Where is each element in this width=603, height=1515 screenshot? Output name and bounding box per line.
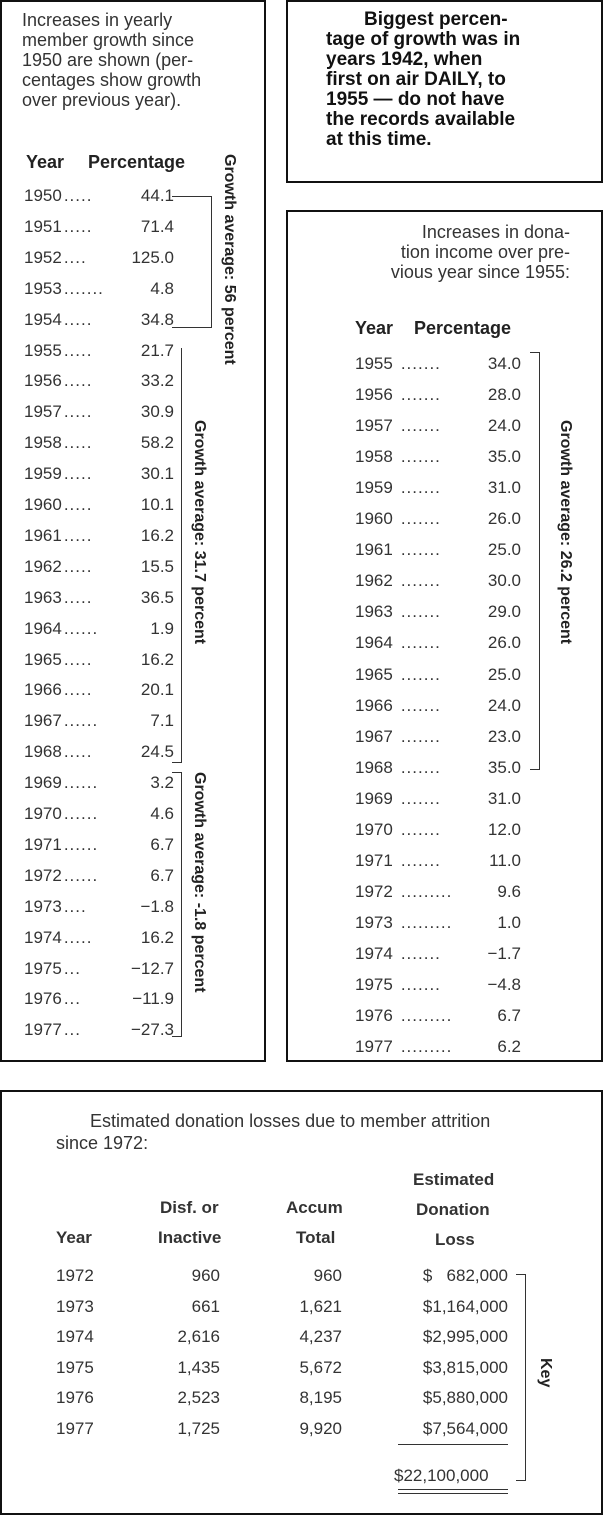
donation-row [355, 447, 521, 467]
donation-intro-line: vious year since 1955: [390, 262, 570, 282]
row-value: 44.1 [140, 186, 174, 205]
row-value: 15.5 [140, 556, 174, 576]
row-leader-dots: ....... [400, 633, 441, 653]
row-leader-dots: ... [63, 989, 81, 1009]
donation-row [355, 354, 521, 374]
row-leader-dots: ..... [63, 371, 93, 391]
row-value: 4.6 [150, 804, 174, 823]
row-year: 1954 [24, 309, 62, 329]
row-year: 1953 [24, 278, 62, 298]
row-leader-dots: ....... [400, 478, 441, 498]
row-value: 35.0 [487, 447, 521, 467]
row-value: 9.6 [497, 881, 521, 901]
row-value: 10.1 [140, 495, 174, 514]
row-leader-dots: ..... [63, 649, 93, 669]
losses-year-cell: 1974 [56, 1327, 94, 1346]
row-value: 34.0 [487, 354, 521, 373]
row-value: −1.7 [487, 943, 521, 963]
losses-loss-cell: $3,815,000 [422, 1357, 508, 1377]
row-leader-dots: ....... [400, 447, 441, 467]
row-year: 1969 [24, 773, 62, 793]
row-year: 1967 [24, 711, 62, 731]
membership-row [24, 773, 174, 793]
donation-intro [360, 222, 570, 282]
losses-inactive-cell: 1,725 [177, 1418, 220, 1438]
row-value: 28.0 [487, 385, 521, 405]
row-year: 1965 [24, 649, 62, 669]
row-value: 36.5 [140, 587, 174, 607]
row-year: 1955 [24, 340, 62, 360]
row-leader-dots: ..... [63, 495, 93, 514]
row-year: 1960 [355, 509, 393, 529]
row-value: 6.7 [150, 865, 174, 885]
donation-row [355, 1037, 521, 1057]
row-value: 24.0 [487, 695, 521, 715]
row-leader-dots: ....... [400, 354, 441, 373]
donation-row [355, 478, 521, 498]
donation-row [355, 789, 521, 809]
membership-row [24, 464, 174, 484]
donation-bracket [530, 352, 540, 770]
row-year: 1975 [24, 958, 62, 978]
row-year: 1959 [355, 478, 393, 498]
growth-average-56-label: Growth average: 56 percent [221, 154, 238, 365]
row-leader-dots: ...... [63, 711, 99, 731]
row-leader-dots: ..... [63, 402, 93, 422]
row-leader-dots: ....... [400, 416, 441, 436]
membership-row [24, 495, 174, 515]
membership-percentage-header: Percentage [88, 152, 186, 172]
row-year: 1955 [355, 354, 393, 373]
donation-intro-line: Increases in dona- [421, 222, 570, 242]
row-year: 1967 [355, 726, 393, 746]
row-value: 35.0 [487, 757, 521, 777]
losses-inactive-cell: 2,616 [177, 1327, 220, 1346]
row-year: 1964 [355, 633, 393, 653]
membership-row [24, 402, 174, 422]
losses-key-bracket [516, 1274, 526, 1481]
losses-year-header: Year [56, 1228, 92, 1247]
row-leader-dots: ... [63, 958, 81, 978]
row-leader-dots: ....... [400, 788, 441, 808]
row-value: 29.0 [487, 602, 521, 622]
row-leader-dots: ...... [63, 865, 99, 885]
membership-row [24, 279, 174, 299]
losses-year-cell: 1976 [56, 1388, 94, 1407]
membership-row [24, 897, 174, 917]
row-value: 1.0 [497, 912, 521, 932]
callout-line: the records available [326, 109, 516, 130]
membership-row [24, 650, 174, 670]
membership-row [24, 835, 174, 855]
losses-inactive-cell: 1,435 [177, 1357, 220, 1377]
losses-total-cell: 8,195 [299, 1388, 342, 1407]
row-year: 1968 [24, 742, 62, 762]
row-value: 4.8 [150, 278, 174, 298]
donation-row [355, 385, 521, 405]
row-year: 1968 [355, 757, 393, 777]
row-leader-dots: ......... [400, 1006, 453, 1026]
row-year: 1961 [355, 540, 393, 560]
row-leader-dots: ..... [63, 186, 93, 205]
row-value: −4.8 [487, 975, 521, 994]
row-leader-dots: ......... [400, 912, 453, 932]
row-year: 1956 [355, 385, 393, 405]
row-year: 1971 [355, 850, 393, 870]
row-leader-dots: ......... [400, 881, 453, 901]
row-year: 1959 [24, 464, 62, 484]
membership-row [24, 711, 174, 731]
losses-year-cell: 1977 [56, 1418, 94, 1438]
donation-row [355, 727, 521, 747]
row-leader-dots: ..... [63, 525, 93, 545]
row-leader-dots: ...... [63, 834, 99, 854]
row-leader-dots: ...... [63, 773, 99, 793]
row-value: 34.8 [140, 309, 174, 329]
membership-intro-line: member growth since [22, 30, 195, 50]
losses-sum-rule [398, 1444, 508, 1445]
membership-row [24, 186, 174, 206]
row-leader-dots: ..... [63, 216, 93, 236]
row-value: 6.7 [497, 1006, 521, 1026]
losses-inactive-cell: 960 [191, 1266, 220, 1285]
donation-intro-line: tion income over pre- [400, 242, 570, 262]
row-year: 1951 [24, 216, 62, 236]
row-year: 1956 [24, 371, 62, 391]
row-value: 20.1 [140, 680, 174, 700]
losses-total-cell: 9,920 [299, 1418, 342, 1438]
row-value: 30.1 [140, 464, 174, 484]
membership-bracket-3 [172, 772, 182, 1037]
donation-row [355, 758, 521, 778]
row-year: 1969 [355, 788, 393, 808]
membership-row [24, 619, 174, 639]
donation-row [355, 913, 521, 933]
membership-row [24, 371, 174, 391]
membership-row [24, 557, 174, 577]
row-leader-dots: ....... [400, 850, 441, 870]
row-year: 1973 [355, 912, 393, 932]
losses-loss-cell: $ 682,000 [422, 1266, 508, 1285]
row-leader-dots: ..... [63, 309, 93, 329]
row-year: 1970 [24, 804, 62, 823]
row-year: 1974 [24, 927, 62, 947]
row-value: −12.7 [130, 958, 174, 978]
row-value: −11.9 [132, 989, 174, 1009]
donation-row [355, 696, 521, 716]
losses-loss-cell: $1,164,000 [422, 1296, 508, 1316]
row-year: 1952 [24, 247, 62, 267]
losses-intro-line-2: since 1972: [56, 1133, 149, 1153]
losses-donation-header: Donation [416, 1200, 490, 1219]
growth-average-31-7-label: Growth average: 31.7 percent [191, 420, 208, 645]
row-value: −27.3 [130, 1020, 174, 1040]
membership-row [24, 804, 174, 824]
row-leader-dots: .... [63, 247, 87, 267]
donation-percentage-header: Percentage [414, 318, 512, 338]
row-year: 1962 [355, 571, 393, 591]
row-leader-dots: .... [63, 896, 87, 916]
losses-inactive-cell: 2,523 [177, 1388, 220, 1407]
row-leader-dots: ......... [400, 1037, 453, 1057]
row-year: 1976 [24, 989, 62, 1009]
row-year: 1957 [355, 416, 393, 436]
row-value: 26.0 [487, 509, 521, 529]
row-leader-dots: ..... [63, 340, 93, 360]
membership-row [24, 526, 174, 546]
row-year: 1962 [24, 556, 62, 576]
row-year: 1966 [24, 680, 62, 700]
row-year: 1958 [355, 447, 393, 467]
row-value: 30.0 [487, 571, 521, 591]
row-value: 7.1 [150, 711, 174, 731]
donation-row [355, 633, 521, 653]
row-value: 12.0 [487, 819, 521, 839]
row-value: 33.2 [140, 371, 174, 391]
donation-row [355, 509, 521, 529]
donation-row [355, 602, 521, 622]
row-leader-dots: ..... [63, 433, 93, 453]
row-value: 6.7 [150, 834, 174, 854]
membership-bracket-1 [172, 196, 212, 328]
membership-row [24, 989, 174, 1009]
donation-row [355, 882, 521, 902]
losses-total-cell: 5,672 [299, 1357, 342, 1377]
donation-row [355, 1006, 521, 1026]
losses-loss-cell: $5,880,000 [422, 1388, 508, 1407]
membership-row [24, 217, 174, 237]
row-leader-dots: ....... [400, 385, 441, 405]
row-leader-dots: ....... [400, 975, 441, 994]
row-value: 3.2 [150, 773, 174, 793]
row-value: 31.0 [487, 478, 521, 498]
row-year: 1963 [355, 602, 393, 622]
row-year: 1976 [355, 1006, 393, 1026]
row-year: 1973 [24, 896, 62, 916]
row-value: 24.0 [487, 416, 521, 436]
losses-key-label: Key [537, 1358, 554, 1388]
losses-year-cell: 1975 [56, 1357, 94, 1377]
membership-row [24, 959, 174, 979]
row-value: 21.7 [140, 340, 174, 360]
row-leader-dots: ..... [63, 464, 93, 484]
row-leader-dots: ....... [400, 819, 441, 839]
row-year: 1960 [24, 495, 62, 514]
row-year: 1971 [24, 834, 62, 854]
row-year: 1975 [355, 975, 393, 994]
losses-total-cell: 1,621 [299, 1296, 342, 1316]
row-leader-dots: ..... [63, 680, 93, 700]
donation-row [355, 416, 521, 436]
row-year: 1964 [24, 618, 62, 638]
losses-loss-header: Loss [435, 1230, 475, 1249]
row-year: 1958 [24, 433, 62, 453]
row-year: 1963 [24, 587, 62, 607]
row-leader-dots: ....... [400, 571, 441, 591]
row-value: 24.5 [140, 742, 174, 762]
membership-intro-line: 1950 are shown (per- [22, 50, 194, 70]
row-value: 71.4 [140, 216, 174, 236]
row-year: 1965 [355, 664, 393, 684]
row-year: 1977 [355, 1037, 393, 1057]
losses-inactive-header-1: Disf. or [160, 1198, 219, 1217]
row-value: 23.0 [487, 726, 521, 746]
membership-row [24, 742, 174, 762]
row-year: 1974 [355, 943, 393, 963]
losses-double-rule-2 [398, 1493, 508, 1494]
row-leader-dots: ....... [400, 943, 441, 963]
row-value: 16.2 [140, 525, 174, 545]
donation-row [355, 944, 521, 964]
row-value: 11.0 [489, 850, 521, 870]
row-leader-dots: ...... [63, 618, 99, 638]
donation-year-header: Year [355, 318, 394, 338]
callout-line: Biggest percen- [364, 9, 508, 30]
row-year: 1961 [24, 525, 62, 545]
donation-row [355, 851, 521, 871]
membership-row [24, 866, 174, 886]
row-leader-dots: ..... [63, 587, 93, 607]
losses-estimated-header: Estimated [413, 1170, 495, 1189]
membership-row [24, 341, 174, 361]
row-year: 1950 [24, 186, 62, 205]
growth-average-neg-1-8-label: Growth average: -1.8 percent [191, 772, 208, 993]
donation-row [355, 665, 521, 685]
row-leader-dots: ....... [400, 664, 441, 684]
membership-row [24, 310, 174, 330]
membership-intro-line: over previous year). [22, 90, 182, 110]
row-value: 26.0 [487, 633, 521, 653]
row-value: 58.2 [140, 433, 174, 453]
membership-row [24, 433, 174, 453]
losses-loss-cell: $7,564,000 [422, 1418, 508, 1438]
row-leader-dots: ... [63, 1020, 81, 1040]
row-leader-dots: ....... [400, 726, 441, 746]
row-value: 25.0 [487, 664, 521, 684]
growth-average-26-2-label: Growth average: 26.2 percent [557, 420, 574, 645]
donation-row [355, 975, 521, 995]
membership-intro-line: Increases in yearly [22, 10, 173, 30]
row-leader-dots: ..... [63, 742, 93, 762]
membership-intro [22, 10, 201, 110]
losses-double-rule-1 [398, 1489, 508, 1490]
membership-row [24, 1020, 174, 1040]
row-leader-dots: ....... [400, 602, 441, 622]
membership-row [24, 680, 174, 700]
membership-row [24, 248, 174, 268]
donation-row [355, 820, 521, 840]
callout-line: 1955 — do not have [326, 89, 505, 110]
callout-line: first on air DAILY, to [326, 69, 506, 90]
losses-grand-total: $22,100,000 [394, 1466, 489, 1485]
row-leader-dots: ....... [63, 278, 104, 298]
row-year: 1972 [355, 881, 393, 901]
losses-inactive-cell: 661 [191, 1296, 220, 1316]
donation-row [355, 540, 521, 560]
donation-row [355, 571, 521, 591]
losses-intro-line-1: Estimated donation losses due to member attrition [90, 1111, 491, 1131]
membership-row [24, 588, 174, 608]
row-value: 30.9 [140, 402, 174, 422]
row-value: 125.0 [131, 247, 174, 267]
row-value: −1.8 [140, 896, 174, 916]
losses-year-cell: 1973 [56, 1296, 94, 1316]
row-year: 1972 [24, 865, 62, 885]
callout-line: at this time. [326, 129, 432, 150]
losses-year-cell: 1972 [56, 1266, 94, 1285]
losses-total-cell: 960 [313, 1266, 342, 1285]
row-leader-dots: ..... [63, 927, 93, 947]
membership-bracket-2 [172, 348, 182, 763]
row-leader-dots: ..... [63, 556, 93, 576]
row-value: 31.0 [487, 788, 521, 808]
row-year: 1977 [24, 1020, 62, 1040]
row-value: 16.2 [140, 927, 174, 947]
row-leader-dots: ....... [400, 695, 441, 715]
row-leader-dots: ....... [400, 540, 441, 560]
losses-total-cell: 4,237 [299, 1327, 342, 1346]
membership-year-header: Year [26, 152, 65, 172]
row-value: 16.2 [140, 649, 174, 669]
callout-text [326, 9, 590, 150]
membership-intro-line: centages show growth [22, 70, 202, 90]
membership-row [24, 928, 174, 948]
row-year: 1970 [355, 819, 393, 839]
callout-line: tage of growth was in [326, 29, 521, 50]
row-leader-dots: ....... [400, 757, 441, 777]
losses-accum-header-1: Accum [286, 1198, 343, 1217]
losses-accum-header-2: Total [296, 1228, 336, 1247]
callout-line: years 1942, when [326, 49, 483, 70]
row-value: 25.0 [487, 540, 521, 560]
row-leader-dots: ....... [400, 509, 441, 529]
row-value: 1.9 [150, 618, 174, 638]
row-leader-dots: ...... [63, 804, 99, 823]
row-value: 6.2 [497, 1037, 521, 1057]
row-year: 1966 [355, 695, 393, 715]
losses-inactive-header-2: Inactive [158, 1228, 222, 1247]
row-year: 1957 [24, 402, 62, 422]
losses-loss-cell: $2,995,000 [422, 1327, 508, 1346]
